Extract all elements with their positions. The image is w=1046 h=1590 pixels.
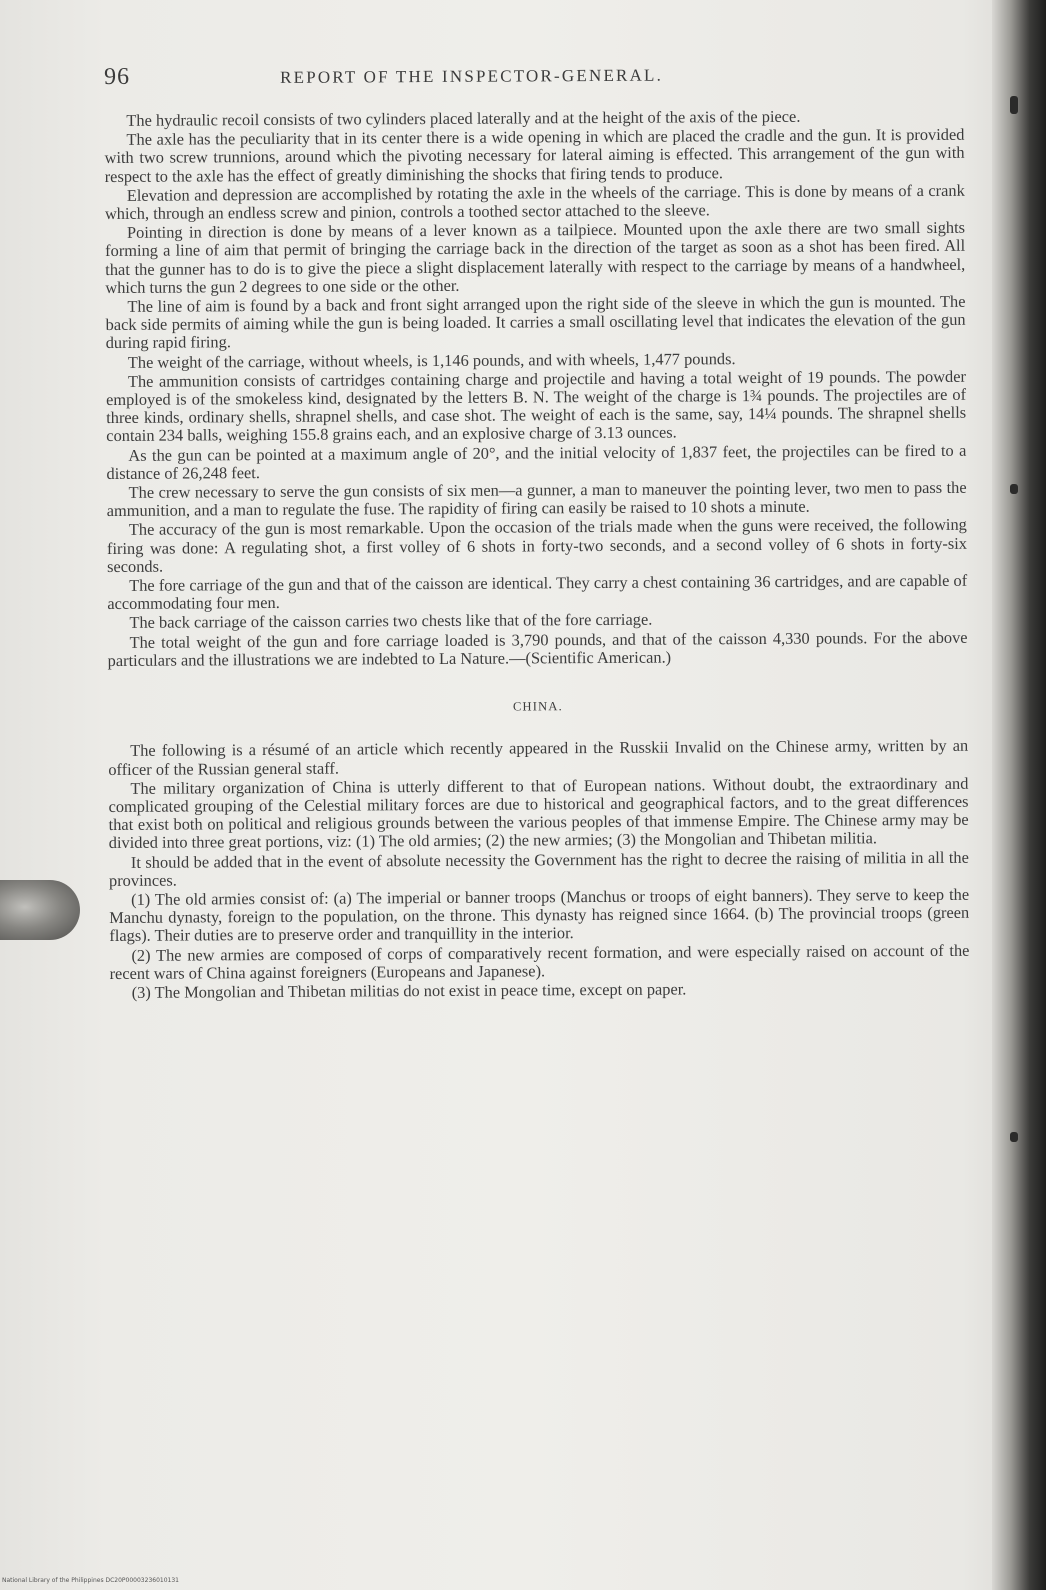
gutter-mark	[1010, 96, 1018, 114]
page-number: 96	[104, 63, 131, 90]
paragraph: The axle has the peculiarity that in its center there is a wide opening in which are placed the cradle and the gun. It is provided with two screw trunnions, around which the pivoting necessary for lateral aiming is effected. This arrangement of the gun with respect to the axle has the effect of greatly diminishing the shocks that firing tends to produce.	[104, 124, 965, 186]
paragraph: It should be added that in the event of absolute necessity the Government has the right to decree the raising of militia in all the provinces.	[108, 847, 969, 890]
gutter-mark	[1010, 1132, 1018, 1142]
page-header	[104, 59, 964, 112]
paragraph: As the gun can be pointed at a maximum angle of 20°, and the initial velocity of 1,837 feet, the projectiles can be fired to a distance of 26,248 feet.	[106, 440, 967, 483]
body-text	[104, 107, 969, 1002]
paragraph: The ammunition consists of cartridges containing charge and projectile and having a total weight of 19 pounds. The powder employed is of the smokeless kind, designated by the letters B. N. The weight of the charge is 1¾ pounds. The projectiles are of three kinds, ordinary shells, shrapnel shells, and case shot. The weight of each is the same, say, 14¼ pounds. The shrapnel shells contain 234 balls, weighing 155.8 grains each, and an explosive charge of 3.13 ounces.	[105, 366, 967, 446]
scan-credit: National Library of the Philippines DC20P00003236010131	[2, 1577, 179, 1584]
paragraph: The fore carriage of the gun and that of the caisson are identical. They carry a chest containing 36 cartridges, and are capable of accommodating four men.	[107, 570, 968, 614]
paragraph: The back carriage of the caisson carries two chests like that of the fore carriage.	[129, 610, 653, 633]
book-gutter	[992, 0, 1046, 1590]
document-page	[104, 59, 973, 1534]
running-title: REPORT OF THE INSPECTOR-GENERAL.	[280, 65, 664, 87]
paragraph: Pointing in direction is done by means of a lever known as a tailpiece. Mounted upon the axle there are two small sights forming a line of aim that permit of bringing the carriage back in the direction of the target as soon as a shot has been fired. All that the gunner has to do is to give the piece a slight displacement laterally with respect to the carriage by means of a handwheel, which turns the gun 2 degrees to one side or the other.	[105, 217, 966, 297]
paragraph: The line of aim is found by a back and front sight arranged upon the right side of the sleeve in which the gun is mounted. The back side permits of aiming while the gun is being loaded. It carries a small oscillating level that indicates the elevation of the gun during rapid firing.	[105, 291, 966, 353]
paragraph: The military organization of China is utterly different to that of European nations. Without doubt, the extraordinary and complicated grouping of the Celestial military forces are due to historical and geographical factors, and to the great differences that exist both on political and religious grounds between the various peoples of that immense Empire. The Chinese army may be divided into three great portions, viz: (1) The old armies; (2) the new armies; (3) the Mongolian and Thibetan militia.	[108, 773, 969, 853]
paragraph: The hydraulic recoil consists of two cylinders placed laterally and at the height of the axis of the piece.	[126, 106, 801, 130]
paragraph: Elevation and depression are accomplished by rotating the axle in the wheels of the carriage. This is done by means of a crank which, through an endless screw and pinion, controls a toothed sector attached to the sleeve.	[104, 180, 965, 224]
paragraph: (3) The Mongolian and Thibetan militias do not exist in peace time, except on paper.	[131, 979, 687, 1002]
paragraph: The accuracy of the gun is most remarkable. Upon the occasion of the trials made when the guns were received, the following firing was done: A regulating shot, a first volley of 6 shots in forty-two seconds, and a second volley of 6 shots in forty-six seconds.	[106, 515, 967, 576]
thumb-shadow	[0, 880, 80, 940]
paragraph: The following is a résumé of an article which recently appeared in the Russkii Invalid on the Chinese army, written by an officer of the Russian general staff.	[108, 736, 969, 779]
paragraph: The total weight of the gun and fore carriage loaded is 3,790 pounds, and that of the caisson 4,330 pounds. For the above particulars and the illustrations we are indebted to La Nature.—(Scientific American.)	[107, 627, 968, 670]
gutter-mark	[1010, 484, 1018, 494]
paragraph: (2) The new armies are composed of corps of comparatively recent formation, and were especially raised on account of the recent wars of China against foreigners (Europeans and Japanese).	[109, 940, 970, 983]
paragraph: The weight of the carriage, without wheels, is 1,146 pounds, and with wheels, 1,477 pounds.	[127, 348, 736, 372]
paragraph: The crew necessary to serve the gun consists of six men—a gunner, a man to maneuver the pointing lever, two men to pass the ammunition, and a man to regulate the fuse. The rapidity of firing can easily be raised to 10 shots a minute.	[106, 477, 967, 521]
section-heading-china: CHINA.	[512, 699, 563, 714]
paragraph: (1) The old armies consist of: (a) The imperial or banner troops (Manchus or troops of eight banners). They serve to keep the Manchu dynasty, foreign to the population, on the throne. This dynasty has reigned since 1664. (b) The provincial troops (green flags). Their duties are to preserve order and tranquillity in the interior.	[109, 884, 970, 946]
